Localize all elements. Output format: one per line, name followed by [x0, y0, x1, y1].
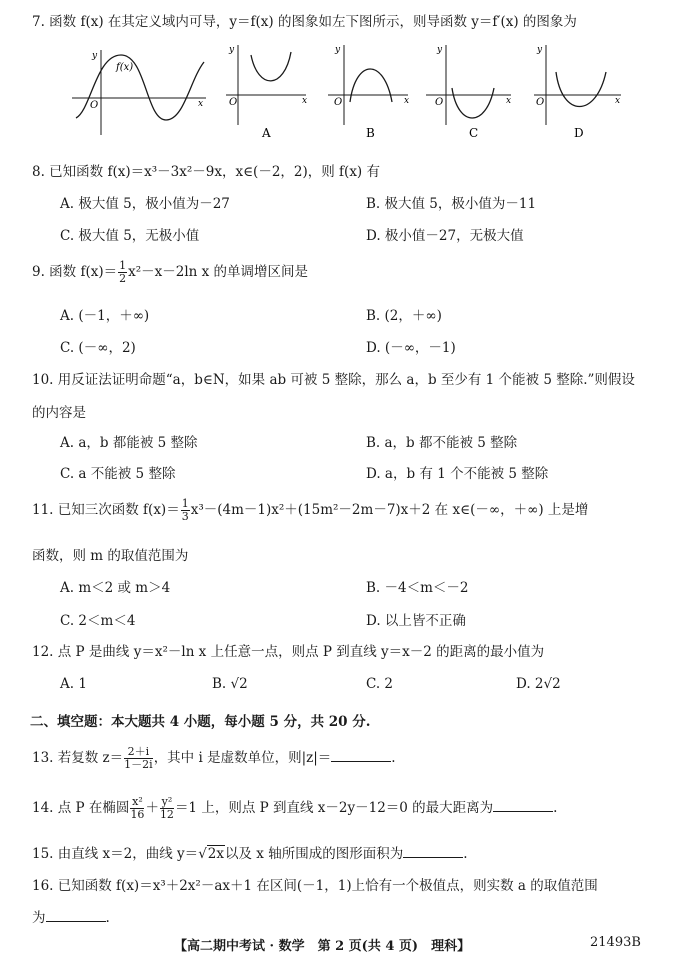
q9-option-a: A. (－1，＋∞): [60, 308, 150, 324]
q11-option-c: C. 2＜m＜4: [60, 613, 136, 629]
q11-text: [32, 498, 588, 523]
q8-text: 8. 已知函数 f(x)＝x³－3x²－9x，x∈(－2，2)，则 f(x) 有: [32, 164, 380, 180]
graph-a: [226, 45, 306, 125]
q11-pre: 11. 已知三次函数 f(x)＝: [32, 502, 180, 518]
graph-c-x: x: [506, 96, 512, 106]
graph-fx-x: x: [198, 99, 204, 109]
q10-option-c: C. a 不能被 5 整除: [60, 466, 176, 482]
q10-option-d: D. a，b 有 1 个不能被 5 整除: [366, 466, 549, 482]
q15-answer-blank[interactable]: [403, 845, 463, 858]
q15-end: .: [463, 846, 468, 862]
q13-pre: 13. 若复数 z＝: [32, 750, 124, 766]
q14-plus: ＋: [145, 800, 159, 816]
q15-post: 以及 x 轴所围成的图形面积为: [225, 846, 404, 862]
graph-d-letter: D: [574, 126, 584, 140]
q13-text: [32, 746, 396, 771]
graph-a-x: x: [302, 96, 308, 106]
graph-a-o: O: [229, 97, 238, 108]
q13-post: ，其中 i 是虚数单位，则|z|＝: [153, 750, 332, 766]
q9-pre: 9. 函数 f(x)＝: [32, 264, 118, 280]
q14-fraction-2: [160, 796, 174, 821]
q15-pre: 15. 由直线 x＝2，曲线 y＝: [32, 846, 199, 862]
graph-c-letter: C: [469, 126, 479, 140]
graph-fx-o: O: [90, 100, 99, 111]
graph-c-y: y: [437, 45, 443, 55]
q13-frac-den: 1－2i: [124, 758, 153, 771]
graph-b-y: y: [335, 45, 341, 55]
q11-option-d: D. 以上皆不正确: [366, 613, 466, 629]
q14-fraction-1: [130, 796, 144, 821]
q9-fraction: [118, 260, 127, 285]
q9-option-d: D. (－∞，－1): [366, 340, 456, 356]
graph-b: [328, 45, 408, 125]
q11-frac-den: 3: [181, 510, 189, 523]
q14-answer-blank[interactable]: [493, 799, 553, 812]
q14-text: [32, 796, 557, 821]
q14-frac1-num: x²: [132, 795, 143, 808]
q14-frac2-den: 12: [159, 808, 174, 821]
graph-d-y: y: [537, 45, 543, 55]
page-code: 21493B: [590, 935, 641, 950]
graph-d-x: x: [615, 96, 621, 106]
q16-text2: [32, 906, 110, 926]
q8-option-d: D. 极小值－27，无极大值: [366, 228, 524, 244]
graph-b-o: O: [334, 97, 343, 108]
q12-option-d: D. 2√2: [516, 676, 561, 692]
graph-b-x: x: [404, 96, 410, 106]
q13-answer-blank[interactable]: [331, 749, 391, 762]
q9-option-b: B. (2，＋∞): [366, 308, 442, 324]
q15-sqrt: 2x: [207, 846, 224, 862]
q11-post: x³－(4m－1)x²＋(15m²－2m－7)x＋2 在 x∈(－∞，＋∞) 上是增: [190, 502, 589, 518]
q15-text: 15. 由直线 x＝2，曲线 y＝√2x以及 x 轴所围成的图形面积为 .: [32, 846, 468, 862]
q11-option-a: A. m＜2 或 m＞4: [60, 580, 171, 596]
q14-frac1-den: 16: [130, 808, 145, 821]
q14-frac2-num: y²: [161, 795, 173, 808]
q13-fraction: [124, 746, 153, 771]
graph-fx-label: f(x): [116, 62, 134, 73]
q11-option-b: B. －4＜m＜－2: [366, 580, 469, 596]
q14-end: .: [553, 800, 558, 816]
q13-end: .: [391, 750, 396, 766]
q12-option-c: C. 2: [366, 676, 394, 692]
graph-c-o: O: [435, 97, 444, 108]
q16-text1: 16. 已知函数 f(x)＝x³＋2x²－ax＋1 在区间(－1，1)上恰有一个极值点，则实数 a 的取值范围: [32, 878, 598, 894]
q9-frac-num: 1: [119, 259, 127, 272]
q9-text: [32, 260, 308, 285]
q9-frac-den: 2: [119, 272, 127, 285]
graph-a-y: y: [229, 45, 235, 55]
q10-text2: 的内容是: [32, 405, 86, 421]
q10-option-a: A. a，b 都能被 5 整除: [60, 435, 198, 451]
q11-text2: 函数，则 m 的取值范围为: [32, 548, 189, 564]
q9-post: x²－x－2ln x 的单调增区间是: [128, 264, 309, 280]
q10-option-b: B. a，b 都不能被 5 整除: [366, 435, 518, 451]
graph-b-letter: B: [366, 126, 375, 140]
q8-option-c: C. 极大值 5，无极小值: [60, 228, 200, 244]
q16-answer-blank[interactable]: [46, 909, 106, 922]
q11-fraction: [181, 498, 190, 523]
q7-text: 7. 函数 f(x) 在其定义域内可导，y＝f(x) 的图象如左下图所示，则导函数 y＝f′(x) 的图象为: [32, 14, 577, 30]
q14-post: ＝1 上，则点 P 到直线 x－2y－12＝0 的最大距离为: [174, 800, 494, 816]
section2-heading: 二、填空题：本大题共 4 小题，每小题 5 分，共 20 分.: [30, 714, 371, 730]
graph-fx-y: y: [92, 51, 98, 61]
q12-text: 12. 点 P 是曲线 y＝x²－ln x 上任意一点，则点 P 到直线 y＝x－2 的距离的最小值为: [32, 644, 545, 660]
q12-option-a: A. 1: [60, 676, 87, 692]
graph-d-o: O: [536, 97, 545, 108]
q7-graphs: [66, 40, 626, 140]
q10-text1: 10. 用反证法证明命题“a，b∈N，如果 ab 可被 5 整除，那么 a，b 至少有 1 个能被 5 整除.”则假设: [32, 372, 635, 388]
q16-pre: 为: [32, 910, 46, 926]
page-footer: 【高二期中考试 · 数学 第 2 页(共 4 页) 理科】: [174, 939, 471, 954]
q14-pre: 14. 点 P 在椭圆: [32, 800, 130, 816]
q8-option-a: A. 极大值 5，极小值为－27: [60, 196, 230, 212]
graph-c: [426, 45, 511, 125]
q11-frac-num: 1: [181, 497, 189, 510]
q13-frac-num: 2＋i: [124, 746, 153, 759]
graph-d: [534, 45, 621, 125]
q8-option-b: B. 极大值 5，极小值为－11: [366, 196, 537, 212]
graph-a-letter: A: [262, 126, 271, 140]
graph-fx: [72, 50, 206, 135]
q9-option-c: C. (－∞，2): [60, 340, 136, 356]
q12-option-b: B. √2: [212, 676, 248, 692]
q16-end: .: [105, 910, 110, 926]
